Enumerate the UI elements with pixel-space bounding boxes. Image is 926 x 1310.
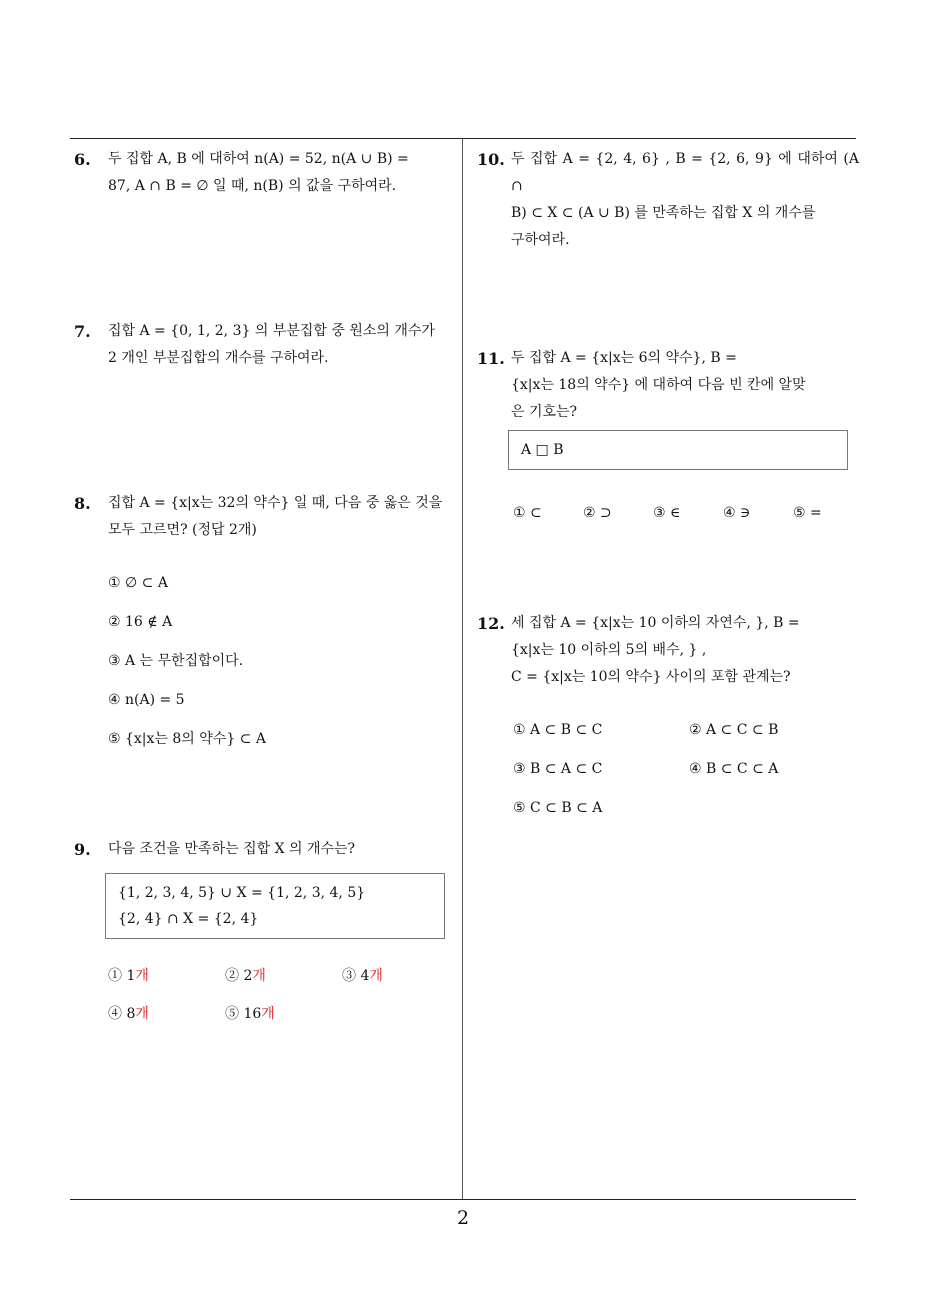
problem-8: [74, 490, 456, 747]
problem-number: 9.: [74, 840, 91, 859]
choice-3[interactable]: [342, 963, 383, 990]
choice-label: ① 1: [108, 968, 136, 984]
choice-unit: 개: [135, 968, 149, 984]
choice-2[interactable]: ② 16 ∉ A: [108, 614, 173, 630]
problem-9: [74, 836, 456, 1022]
choice-5[interactable]: [225, 1001, 275, 1028]
choice-unit: 개: [261, 1006, 275, 1022]
choice-5[interactable]: ⑤ C ⊂ B ⊂ A: [513, 800, 603, 816]
problem-text-line: 2 개인 부분집합의 개수를 구하여라.: [108, 350, 329, 366]
choice-unit: 개: [369, 968, 383, 984]
problem-text-line: 모두 고르면? (정답 2개): [108, 522, 257, 538]
choice-unit: 개: [252, 968, 266, 984]
choice-label: ③ 4: [342, 968, 370, 984]
choice-4[interactable]: ④ ∋: [723, 505, 751, 521]
problem-11: [477, 345, 859, 521]
choice-1[interactable]: [108, 963, 149, 990]
choice-2[interactable]: ② A ⊂ C ⊂ B: [689, 722, 779, 738]
problem-text: [108, 146, 456, 200]
column-divider: [462, 139, 463, 1200]
problem-text: [511, 146, 859, 254]
problem-10: [477, 146, 859, 254]
problem-text-line: 은 기호는?: [511, 404, 578, 420]
top-rule: [70, 138, 856, 139]
problem-text-line: C = {x|x는 10의 약수} 사이의 포함 관계는?: [511, 669, 791, 685]
problem-text-line: {x|x는 18의 약수} 에 대하여 다음 빈 칸에 알맞: [511, 377, 806, 393]
choice-5[interactable]: ⑤ =: [793, 505, 822, 521]
condition-box: [105, 873, 445, 939]
problem-text-line: 세 집합 A = {x|x는 10 이하의 자연수, }, B =: [511, 615, 800, 631]
problem-6: [74, 146, 456, 200]
choice-3[interactable]: ③ ∈: [653, 505, 681, 521]
choice-4[interactable]: ④ n(A) = 5: [108, 692, 185, 708]
problem-text: [108, 490, 456, 544]
problem-text-line: 집합 A = {x|x는 32의 약수} 일 때, 다음 중 옳은 것을: [108, 495, 443, 511]
choice-4[interactable]: ④ B ⊂ C ⊂ A: [689, 761, 779, 777]
problem-text-line: 두 집합 A, B 에 대하여 n(A) = 52, n(A ∪ B) =: [108, 151, 409, 167]
choice-1[interactable]: ① ∅ ⊂ A: [108, 575, 168, 591]
problem-text-line: {x|x는 10 이하의 5의 배수, } ,: [511, 642, 707, 658]
problem-text-line: 집합 A = {0, 1, 2, 3} 의 부분집합 중 원소의 개수가: [108, 323, 435, 339]
problem-text: [108, 836, 456, 863]
choice-1[interactable]: ① A ⊂ B ⊂ C: [513, 722, 603, 738]
problem-7: [74, 318, 456, 372]
problem-number: 8.: [74, 494, 91, 513]
blank-expression: A □ B: [521, 442, 564, 458]
problem-12: [477, 610, 859, 816]
problem-text-line: 두 집합 A = {x|x는 6의 약수}, B =: [511, 350, 737, 366]
problem-text-line: 구하여라.: [511, 232, 570, 248]
answer-choices: [108, 939, 456, 1022]
choice-4[interactable]: [108, 1001, 149, 1028]
problem-number: 12.: [477, 614, 505, 633]
condition-line: {2, 4} ∩ X = {2, 4}: [118, 911, 259, 927]
answer-choices: [513, 470, 859, 521]
problem-text: [108, 318, 456, 372]
choice-1[interactable]: ① ⊂: [513, 505, 542, 521]
problem-text: [511, 345, 859, 426]
choice-label: ④ 8: [108, 1006, 136, 1022]
answer-choices: [108, 544, 456, 747]
problem-text: [511, 610, 859, 691]
page-number: 2: [456, 1207, 470, 1229]
choice-3[interactable]: ③ B ⊂ A ⊂ C: [513, 761, 603, 777]
choice-label: ⑤ 16: [225, 1006, 262, 1022]
choice-2[interactable]: ② ⊃: [583, 505, 612, 521]
problem-text-line: B) ⊂ X ⊂ (A ∪ B) 를 만족하는 집합 X 의 개수를: [511, 205, 816, 221]
bottom-rule: [70, 1199, 856, 1200]
choice-label: ② 2: [225, 968, 253, 984]
choice-unit: 개: [135, 1006, 149, 1022]
problem-text-line: 두 집합 A = {2, 4, 6} , B = {2, 6, 9} 에 대하여 (A ∩: [511, 151, 859, 194]
problem-number: 11.: [477, 349, 505, 368]
condition-line: {1, 2, 3, 4, 5} ∪ X = {1, 2, 3, 4, 5}: [118, 885, 366, 901]
problem-number: 7.: [74, 322, 91, 341]
choice-5[interactable]: ⑤ {x|x는 8의 약수} ⊂ A: [108, 731, 266, 747]
problem-number: 6.: [74, 150, 91, 169]
choice-3[interactable]: ③ A 는 무한집합이다.: [108, 653, 244, 669]
choice-2[interactable]: [225, 963, 266, 990]
problem-text-line: 87, A ∩ B = ∅ 일 때, n(B) 의 값을 구하여라.: [108, 178, 397, 194]
problem-text-line: 다음 조건을 만족하는 집합 X 의 개수는?: [108, 841, 356, 857]
blank-box: [508, 430, 848, 470]
problem-number: 10.: [477, 150, 505, 169]
answer-choices: [513, 691, 859, 816]
